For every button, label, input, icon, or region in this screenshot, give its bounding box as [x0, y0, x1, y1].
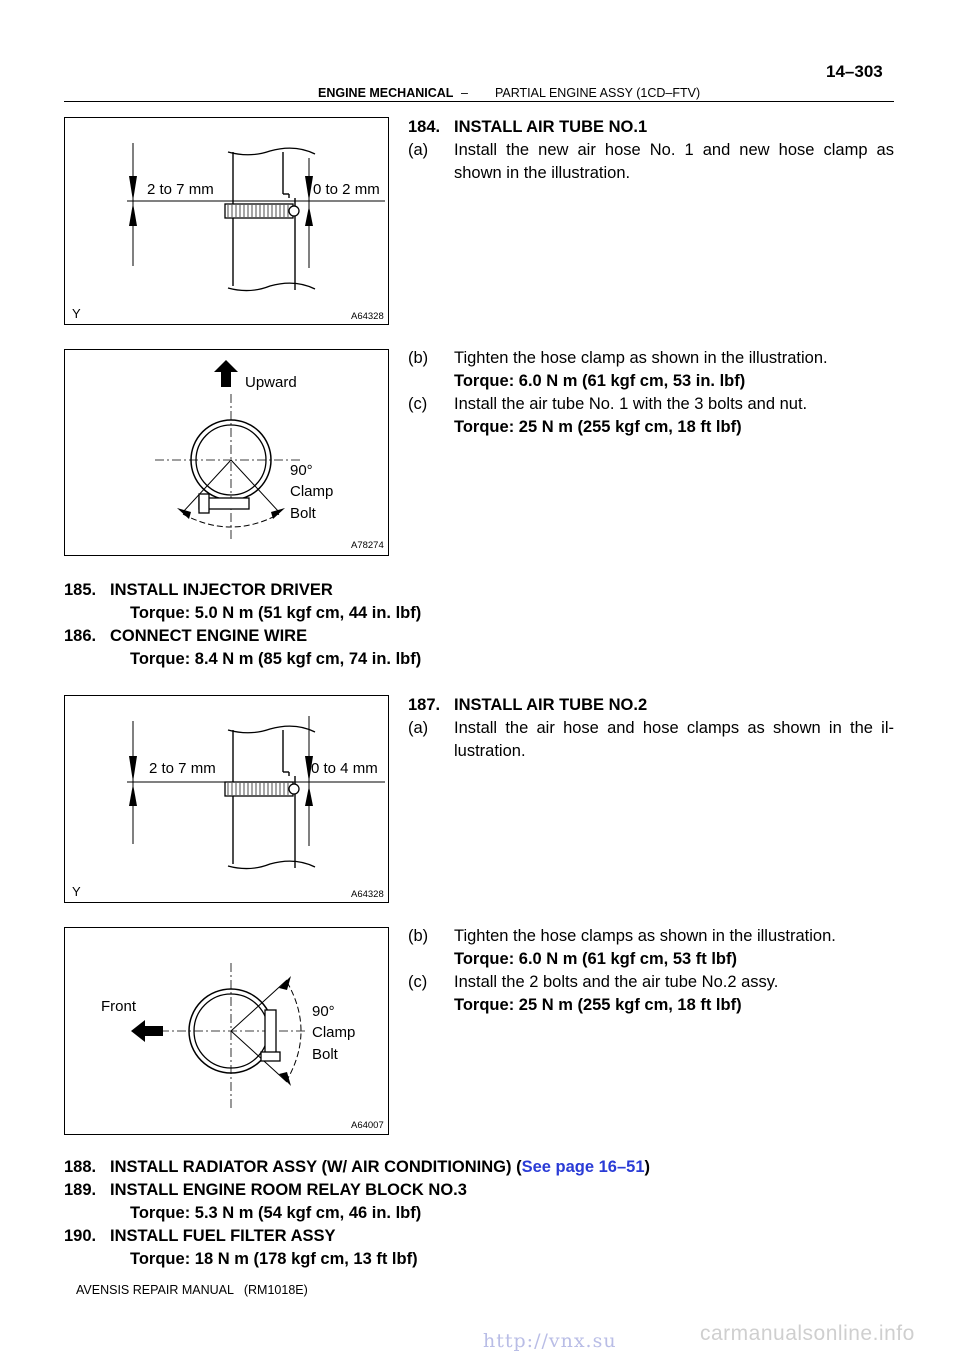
step-184a-text-line2: shown in the illustration.: [454, 164, 631, 182]
step-190-torque: Torque: 18 N m (178 kgf cm, 13 ft lbf): [130, 1250, 418, 1268]
step-185-title: INSTALL INJECTOR DRIVER: [110, 581, 333, 599]
figure-hose-clamp-position-1: [64, 117, 389, 325]
step-184-number: 184.: [408, 118, 441, 136]
watermark-carmanualsonline[interactable]: carmanualsonline.info: [700, 1322, 915, 1345]
dimension-label-left: 2 to 7 mm: [149, 760, 216, 777]
footer-manual-id: AVENSIS REPAIR MANUAL (RM1018E): [76, 1283, 308, 1297]
header-rule: [64, 101, 894, 102]
step-187c-text: Install the 2 bolts and the air tube No.2 assy.: [454, 973, 779, 991]
step-187c-label: (c): [408, 973, 428, 991]
header-separator: –: [461, 86, 468, 100]
step-190-number: 190.: [64, 1227, 97, 1245]
subsection-title: PARTIAL ENGINE ASSY (1CD–FTV): [495, 86, 701, 100]
figure-id: A64007: [351, 1120, 384, 1131]
step-187b-torque: Torque: 6.0 N m (61 kgf cm, 53 ft lbf): [454, 950, 737, 968]
upward-arrow-icon: [214, 360, 238, 387]
step-188-close: ): [644, 1158, 650, 1176]
figure-clamp-orientation-front: [64, 927, 389, 1135]
step-184b-text: Tighten the hose clamp as shown in the illustration.: [454, 349, 828, 367]
figure-hose-clamp-position-2: [64, 695, 389, 903]
dimension-label-right: 0 to 4 mm: [311, 760, 378, 777]
step-189-number: 189.: [64, 1181, 97, 1199]
section-title: ENGINE MECHANICAL: [318, 86, 454, 100]
see-page-link[interactable]: See page 16–51: [521, 1158, 645, 1176]
clamp-orientation-drawing: [65, 350, 390, 557]
step-184b-label: (b): [408, 349, 429, 367]
step-186-number: 186.: [64, 627, 97, 645]
clamp-label: Clamp: [290, 483, 334, 500]
bolt-label: Bolt: [312, 1046, 338, 1063]
arrow-label-upward: Upward: [245, 374, 297, 391]
step-184c-torque: Torque: 25 N m (255 kgf cm, 18 ft lbf): [454, 418, 742, 436]
front-arrow-icon: [131, 1020, 163, 1042]
dimension-label-left: 2 to 7 mm: [147, 181, 214, 198]
step-187a-text-line2: lustration.: [454, 742, 526, 760]
step-188-number: 188.: [64, 1158, 97, 1176]
figure-corner-mark: Y: [72, 306, 81, 321]
step-188-title: INSTALL RADIATOR ASSY (W/ AIR CONDITIONING) (: [110, 1158, 522, 1176]
figure-id: A64328: [351, 311, 384, 322]
step-187-title: INSTALL AIR TUBE NO.2: [454, 696, 648, 714]
angle-label: 90°: [290, 462, 313, 479]
hose-clamp-drawing: [65, 696, 390, 904]
figure-id: A64328: [351, 889, 384, 900]
step-186-torque: Torque: 8.4 N m (85 kgf cm, 74 in. lbf): [130, 650, 422, 668]
step-185-number: 185.: [64, 581, 97, 599]
step-184c-text: Install the air tube No. 1 with the 3 bolts and nut.: [454, 395, 808, 413]
bolt-label: Bolt: [290, 505, 316, 522]
step-184c-label: (c): [408, 395, 428, 413]
step-187a-label: (a): [408, 719, 429, 737]
figure-clamp-orientation-upward: [64, 349, 389, 556]
step-187-number: 187.: [408, 696, 441, 714]
figure-id: A78274: [351, 540, 384, 551]
clamp-label: Clamp: [312, 1024, 356, 1041]
step-184-title: INSTALL AIR TUBE NO.1: [454, 118, 648, 136]
step-187b-label: (b): [408, 927, 429, 945]
step-184a-text-line1: Install the new air hose No. 1 and new hose clamp as: [454, 141, 894, 159]
step-186-title: CONNECT ENGINE WIRE: [110, 627, 308, 645]
step-187c-torque: Torque: 25 N m (255 kgf cm, 18 ft lbf): [454, 996, 742, 1014]
dimension-label-right: 0 to 2 mm: [313, 181, 380, 198]
watermark-vnx[interactable]: http://vnx.su: [483, 1330, 617, 1352]
page-number: 14–303: [826, 62, 883, 81]
step-189-torque: Torque: 5.3 N m (54 kgf cm, 46 in. lbf): [130, 1204, 422, 1222]
step-185-torque: Torque: 5.0 N m (51 kgf cm, 44 in. lbf): [130, 604, 422, 622]
step-190-title: INSTALL FUEL FILTER ASSY: [110, 1227, 336, 1245]
step-187b-text: Tighten the hose clamps as shown in the illustration.: [454, 927, 836, 945]
arrow-label-front: Front: [101, 998, 137, 1015]
step-188-line: [110, 1156, 650, 1179]
angle-label: 90°: [312, 1003, 335, 1020]
step-184b-torque: Torque: 6.0 N m (61 kgf cm, 53 in. lbf): [454, 372, 746, 390]
hose-clamp-drawing: [65, 118, 390, 326]
step-184a-label: (a): [408, 141, 429, 159]
step-187a-text-line1: Install the air hose and hose clamps as shown in the il-: [454, 719, 894, 737]
step-189-title: INSTALL ENGINE ROOM RELAY BLOCK NO.3: [110, 1181, 467, 1199]
figure-corner-mark: Y: [72, 884, 81, 899]
